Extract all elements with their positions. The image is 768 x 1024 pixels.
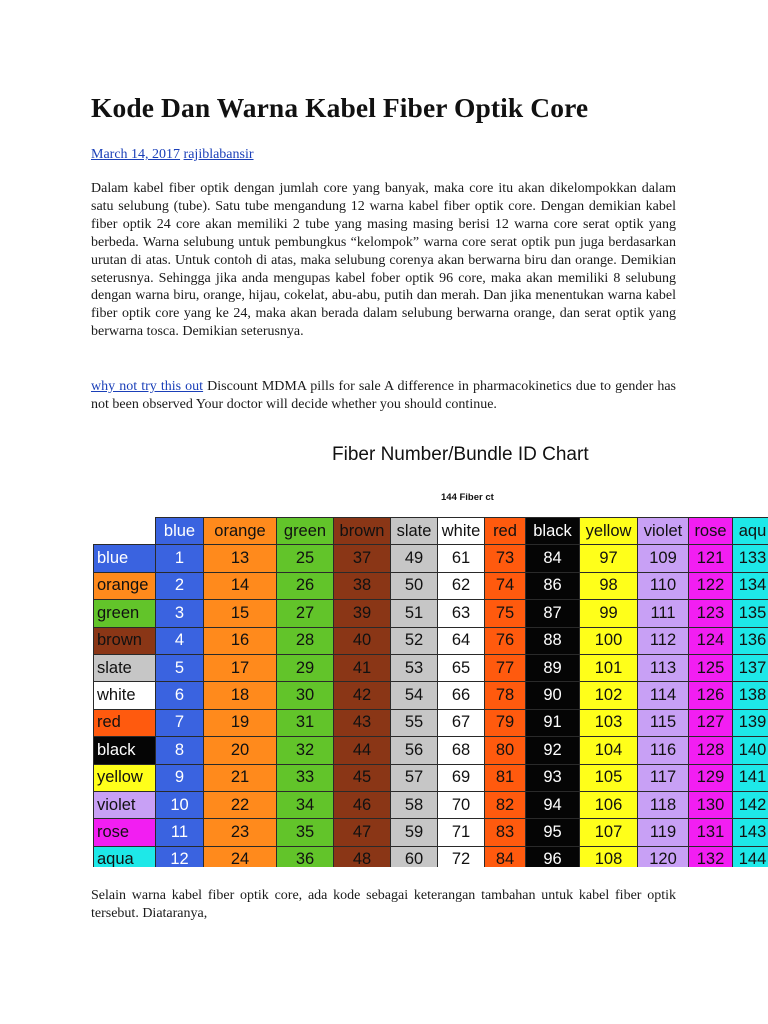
fiber-cell: 13: [204, 545, 277, 572]
fiber-cell: 46: [334, 791, 391, 818]
fiber-cell: 139: [733, 709, 768, 736]
table-row: [94, 846, 768, 867]
row-header-blue: blue: [94, 545, 156, 572]
fiber-cell: 97: [580, 545, 638, 572]
fiber-cell: 6: [156, 682, 204, 709]
fiber-cell: 76: [485, 627, 526, 654]
fiber-cell: 129: [689, 764, 733, 791]
fiber-cell: 49: [391, 545, 438, 572]
row-header-violet: violet: [94, 791, 156, 818]
chart-title: Fiber Number/Bundle ID Chart: [332, 444, 589, 465]
table-row: [94, 819, 768, 846]
fiber-cell: 109: [638, 545, 689, 572]
fiber-cell: 137: [733, 654, 768, 681]
article-meta: [91, 147, 254, 163]
fiber-cell: 26: [277, 572, 334, 599]
fiber-cell: 47: [334, 819, 391, 846]
fiber-cell: 7: [156, 709, 204, 736]
fiber-cell: 67: [438, 709, 485, 736]
table-row: [94, 572, 768, 599]
fiber-cell: 134: [733, 572, 768, 599]
column-header-black: black: [526, 518, 580, 545]
fiber-cell: 117: [638, 764, 689, 791]
table-row: [94, 654, 768, 681]
fiber-cell: 88: [526, 627, 580, 654]
fiber-cell: 15: [204, 600, 277, 627]
fiber-cell: 27: [277, 600, 334, 627]
row-header-yellow: yellow: [94, 764, 156, 791]
fiber-cell: 10: [156, 791, 204, 818]
fiber-cell: 121: [689, 545, 733, 572]
table-row: [94, 682, 768, 709]
fiber-cell: 52: [391, 627, 438, 654]
article-title: Kode Dan Warna Kabel Fiber Optik Core: [91, 92, 589, 123]
fiber-cell: 5: [156, 654, 204, 681]
fiber-chart: [93, 517, 768, 867]
table-row: [94, 709, 768, 736]
fiber-cell: 14: [204, 572, 277, 599]
table-corner: [94, 518, 156, 545]
fiber-cell: 48: [334, 846, 391, 867]
fiber-cell: 72: [438, 846, 485, 867]
fiber-cell: 80: [485, 737, 526, 764]
fiber-cell: 4: [156, 627, 204, 654]
fiber-cell: 140: [733, 737, 768, 764]
table-row: [94, 627, 768, 654]
fiber-cell: 19: [204, 709, 277, 736]
fiber-cell: 44: [334, 737, 391, 764]
fiber-cell: 96: [526, 846, 580, 867]
fiber-cell: 114: [638, 682, 689, 709]
fiber-cell: 84: [485, 846, 526, 867]
fiber-cell: 122: [689, 572, 733, 599]
fiber-cell: 58: [391, 791, 438, 818]
fiber-cell: 125: [689, 654, 733, 681]
row-header-brown: brown: [94, 627, 156, 654]
column-header-red: red: [485, 518, 526, 545]
column-header-blue: blue: [156, 518, 204, 545]
column-header-slate: slate: [391, 518, 438, 545]
fiber-cell: 35: [277, 819, 334, 846]
fiber-cell: 98: [580, 572, 638, 599]
fiber-cell: 87: [526, 600, 580, 627]
fiber-cell: 83: [485, 819, 526, 846]
table-row: [94, 600, 768, 627]
fiber-cell: 41: [334, 654, 391, 681]
fiber-cell: 31: [277, 709, 334, 736]
fiber-cell: 90: [526, 682, 580, 709]
fiber-cell: 82: [485, 791, 526, 818]
fiber-cell: 8: [156, 737, 204, 764]
fiber-cell: 29: [277, 654, 334, 681]
fiber-cell: 3: [156, 600, 204, 627]
fiber-cell: 94: [526, 791, 580, 818]
fiber-cell: 32: [277, 737, 334, 764]
fiber-cell: 33: [277, 764, 334, 791]
fiber-cell: 62: [438, 572, 485, 599]
fiber-cell: 130: [689, 791, 733, 818]
promo-text: Discount MDMA pills for sale A difference in pharmacokinetics due to gender has not been observed Your doctor will decide whether you should continue.: [91, 379, 676, 412]
row-header-orange: orange: [94, 572, 156, 599]
fiber-cell: 21: [204, 764, 277, 791]
promo-paragraph: [91, 378, 676, 414]
fiber-cell: 124: [689, 627, 733, 654]
fiber-cell: 112: [638, 627, 689, 654]
fiber-cell: 77: [485, 654, 526, 681]
column-header-rose: rose: [689, 518, 733, 545]
row-header-rose: rose: [94, 819, 156, 846]
fiber-cell: 128: [689, 737, 733, 764]
fiber-cell: 40: [334, 627, 391, 654]
fiber-cell: 64: [438, 627, 485, 654]
table-row: [94, 737, 768, 764]
column-header-white: white: [438, 518, 485, 545]
fiber-cell: 75: [485, 600, 526, 627]
fiber-cell: 1: [156, 545, 204, 572]
fiber-cell: 116: [638, 737, 689, 764]
fiber-cell: 99: [580, 600, 638, 627]
fiber-cell: 95: [526, 819, 580, 846]
fiber-cell: 9: [156, 764, 204, 791]
fiber-cell: 36: [277, 846, 334, 867]
fiber-cell: 143: [733, 819, 768, 846]
fiber-cell: 60: [391, 846, 438, 867]
fiber-cell: 57: [391, 764, 438, 791]
column-header-yellow: yellow: [580, 518, 638, 545]
fiber-cell: 101: [580, 654, 638, 681]
fiber-cell: 25: [277, 545, 334, 572]
fiber-cell: 107: [580, 819, 638, 846]
fiber-cell: 108: [580, 846, 638, 867]
fiber-cell: 53: [391, 654, 438, 681]
promo-link[interactable]: why not try this out: [91, 379, 204, 394]
column-header-aqua: aqu: [733, 518, 768, 545]
fiber-cell: 63: [438, 600, 485, 627]
fiber-cell: 22: [204, 791, 277, 818]
fiber-cell: 59: [391, 819, 438, 846]
fiber-cell: 55: [391, 709, 438, 736]
fiber-cell: 141: [733, 764, 768, 791]
fiber-cell: 123: [689, 600, 733, 627]
fiber-cell: 54: [391, 682, 438, 709]
fiber-cell: 51: [391, 600, 438, 627]
column-header-brown: brown: [334, 518, 391, 545]
fiber-cell: 132: [689, 846, 733, 867]
fiber-cell: 127: [689, 709, 733, 736]
row-header-red: red: [94, 709, 156, 736]
table-row: [94, 764, 768, 791]
fiber-cell: 119: [638, 819, 689, 846]
fiber-cell: 18: [204, 682, 277, 709]
column-header-green: green: [277, 518, 334, 545]
table-row: [94, 791, 768, 818]
fiber-cell: 93: [526, 764, 580, 791]
fiber-cell: 78: [485, 682, 526, 709]
fiber-cell: 39: [334, 600, 391, 627]
fiber-cell: 16: [204, 627, 277, 654]
fiber-cell: 28: [277, 627, 334, 654]
fiber-cell: 70: [438, 791, 485, 818]
fiber-cell: 91: [526, 709, 580, 736]
row-header-aqua: aqua: [94, 846, 156, 867]
fiber-cell: 135: [733, 600, 768, 627]
fiber-cell: 71: [438, 819, 485, 846]
fiber-cell: 133: [733, 545, 768, 572]
fiber-cell: 74: [485, 572, 526, 599]
column-header-violet: violet: [638, 518, 689, 545]
fiber-cell: 24: [204, 846, 277, 867]
fiber-cell: 23: [204, 819, 277, 846]
fiber-cell: 142: [733, 791, 768, 818]
fiber-cell: 136: [733, 627, 768, 654]
fiber-cell: 115: [638, 709, 689, 736]
fiber-cell: 61: [438, 545, 485, 572]
fiber-table: [93, 517, 768, 867]
row-header-white: white: [94, 682, 156, 709]
row-header-black: black: [94, 737, 156, 764]
fiber-cell: 17: [204, 654, 277, 681]
fiber-cell: 68: [438, 737, 485, 764]
author-link[interactable]: rajiblabansir: [183, 147, 254, 162]
fiber-cell: 43: [334, 709, 391, 736]
fiber-cell: 113: [638, 654, 689, 681]
fiber-cell: 106: [580, 791, 638, 818]
fiber-cell: 11: [156, 819, 204, 846]
fiber-cell: 138: [733, 682, 768, 709]
row-header-green: green: [94, 600, 156, 627]
fiber-cell: 66: [438, 682, 485, 709]
fiber-cell: 111: [638, 600, 689, 627]
fiber-cell: 104: [580, 737, 638, 764]
fiber-cell: 50: [391, 572, 438, 599]
fiber-cell: 42: [334, 682, 391, 709]
fiber-cell: 37: [334, 545, 391, 572]
fiber-cell: 65: [438, 654, 485, 681]
fiber-cell: 120: [638, 846, 689, 867]
fiber-cell: 118: [638, 791, 689, 818]
fiber-cell: 56: [391, 737, 438, 764]
fiber-cell: 81: [485, 764, 526, 791]
fiber-cell: 12: [156, 846, 204, 867]
fiber-cell: 110: [638, 572, 689, 599]
fiber-cell: 92: [526, 737, 580, 764]
table-row: [94, 545, 768, 572]
fiber-cell: 79: [485, 709, 526, 736]
closing-paragraph: Selain warna kabel fiber optik core, ada kode sebagai keterangan tambahan untuk kabel fiber optik tersebut. Diataranya,: [91, 888, 676, 921]
fiber-cell: 103: [580, 709, 638, 736]
fiber-cell: 69: [438, 764, 485, 791]
fiber-cell: 20: [204, 737, 277, 764]
fiber-cell: 34: [277, 791, 334, 818]
fiber-cell: 89: [526, 654, 580, 681]
intro-paragraph: Dalam kabel fiber optik dengan jumlah core yang banyak, maka core itu akan dikelompokkan dalam satu selubung (tube). Satu tube mengandung 12 warna kabel fiber optik core. Dengan demikian kabel fiber optik 24 core akan memiliki 2 tube yang masing masing berisi 12 warna core serat optik yang berbeda. Warna selubung untuk pembungkus “kelompok” warna core serat optik pun juga berdasarkan urutan di atas. Untuk contoh di atas, maka selubung corenya akan berwarna biru dan orange. Demikian seterusnya. Sehingga jika anda mengupas kabel fober optik 96 core, maka akan memiliki 8 selubung dengan warna biru, orange, hijau, cokelat, abu-abu, putih dan merah. Dan jika menentukan warna kabel fiber optik core yang ke 24, maka akan berada dalam selubung berwarna orange, dan serat optik yang berwarna tosca. Demikian seterusnya.: [91, 181, 676, 340]
fiber-cell: 30: [277, 682, 334, 709]
row-header-slate: slate: [94, 654, 156, 681]
fiber-cell: 73: [485, 545, 526, 572]
fiber-cell: 102: [580, 682, 638, 709]
fiber-cell: 144: [733, 846, 768, 867]
date-link[interactable]: March 14, 2017: [91, 147, 181, 162]
fiber-cell: 86: [526, 572, 580, 599]
fiber-cell: 126: [689, 682, 733, 709]
fiber-cell: 84: [526, 545, 580, 572]
fiber-cell: 105: [580, 764, 638, 791]
column-header-orange: orange: [204, 518, 277, 545]
fiber-cell: 2: [156, 572, 204, 599]
chart-subtitle: 144 Fiber ct: [441, 492, 494, 503]
fiber-cell: 38: [334, 572, 391, 599]
fiber-cell: 131: [689, 819, 733, 846]
fiber-cell: 45: [334, 764, 391, 791]
fiber-cell: 100: [580, 627, 638, 654]
